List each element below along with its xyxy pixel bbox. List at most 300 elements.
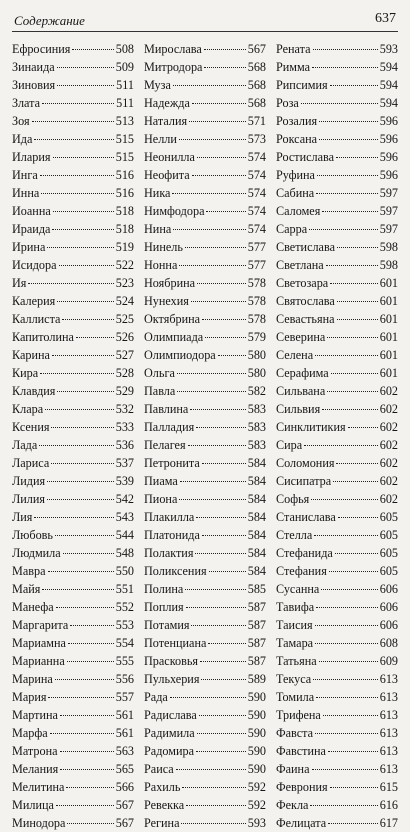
dot-leader bbox=[311, 499, 377, 500]
toc-entry bbox=[144, 616, 266, 634]
toc-entry bbox=[276, 526, 398, 544]
entry-page-number: 593 bbox=[379, 42, 398, 56]
entry-name: Саломея bbox=[276, 204, 321, 218]
toc-entry bbox=[12, 526, 134, 544]
dot-leader bbox=[45, 409, 114, 410]
dot-leader bbox=[60, 769, 113, 770]
entry-page-number: 587 bbox=[247, 618, 266, 632]
dot-leader bbox=[328, 751, 378, 752]
dot-leader bbox=[335, 553, 378, 554]
entry-page-number: 554 bbox=[115, 636, 134, 650]
toc-entry bbox=[144, 454, 266, 472]
dot-leader bbox=[68, 643, 114, 644]
dot-leader bbox=[197, 733, 246, 734]
entry-page-number: 515 bbox=[115, 150, 134, 164]
entry-name: Софья bbox=[276, 492, 310, 506]
toc-column-3 bbox=[276, 40, 398, 832]
entry-name: Павла bbox=[144, 384, 176, 398]
dot-leader bbox=[313, 49, 378, 50]
toc-entry bbox=[12, 238, 134, 256]
dot-leader bbox=[338, 517, 378, 518]
entry-name: Синклитикия bbox=[276, 420, 346, 434]
entry-name: Калерия bbox=[12, 294, 56, 308]
toc-entry bbox=[12, 616, 134, 634]
entry-name: Лариса bbox=[12, 456, 50, 470]
entry-name: Радимила bbox=[144, 726, 195, 740]
entry-name: Святослава bbox=[276, 294, 335, 308]
toc-entry bbox=[276, 166, 398, 184]
dot-leader bbox=[56, 607, 114, 608]
dot-leader bbox=[304, 445, 378, 446]
dot-leader bbox=[191, 625, 245, 626]
entry-page-number: 584 bbox=[247, 510, 266, 524]
entry-page-number: 525 bbox=[115, 312, 134, 326]
entry-page-number: 613 bbox=[379, 690, 398, 704]
toc-entry bbox=[12, 382, 134, 400]
entry-page-number: 578 bbox=[247, 294, 266, 308]
toc-entry bbox=[12, 688, 134, 706]
entry-name: Манефа bbox=[12, 600, 54, 614]
entry-page-number: 550 bbox=[115, 564, 134, 578]
entry-page-number: 592 bbox=[247, 798, 266, 812]
entry-name: Нунехия bbox=[144, 294, 189, 308]
dot-leader bbox=[185, 247, 246, 248]
entry-name: Сильвана bbox=[276, 384, 326, 398]
dot-leader bbox=[315, 625, 378, 626]
entry-page-number: 513 bbox=[115, 114, 134, 128]
entry-page-number: 580 bbox=[247, 348, 266, 362]
entry-page-number: 565 bbox=[115, 762, 134, 776]
entry-name: Клавдия bbox=[12, 384, 56, 398]
entry-name: Рада bbox=[144, 690, 168, 704]
toc-entry bbox=[144, 112, 266, 130]
entry-name: Серафима bbox=[276, 366, 329, 380]
entry-name: Муза bbox=[144, 78, 171, 92]
entry-page-number: 552 bbox=[115, 600, 134, 614]
dot-leader bbox=[327, 391, 377, 392]
entry-page-number: 606 bbox=[379, 600, 398, 614]
dot-leader bbox=[190, 409, 245, 410]
entry-page-number: 609 bbox=[379, 654, 398, 668]
dot-leader bbox=[319, 139, 378, 140]
dot-leader bbox=[56, 805, 114, 806]
entry-name: Нинель bbox=[144, 240, 183, 254]
entry-page-number: 543 bbox=[115, 510, 134, 524]
toc-entry bbox=[12, 670, 134, 688]
entry-name: Сира bbox=[276, 438, 303, 452]
entry-page-number: 617 bbox=[379, 816, 398, 830]
toc-entry bbox=[276, 310, 398, 328]
entry-page-number: 511 bbox=[116, 78, 134, 92]
entry-page-number: 523 bbox=[115, 276, 134, 290]
toc-entry bbox=[276, 652, 398, 670]
entry-page-number: 584 bbox=[247, 564, 266, 578]
entry-name: Матрона bbox=[12, 744, 58, 758]
entry-name: Севастьяна bbox=[276, 312, 335, 326]
dot-leader bbox=[196, 517, 245, 518]
entry-page-number: 532 bbox=[115, 402, 134, 416]
page-number: 637 bbox=[375, 11, 396, 26]
entry-name: Рената bbox=[276, 42, 311, 56]
entry-page-number: 574 bbox=[247, 186, 266, 200]
toc-entry bbox=[276, 418, 398, 436]
dot-leader bbox=[47, 247, 113, 248]
entry-page-number: 508 bbox=[115, 42, 134, 56]
dot-leader bbox=[331, 373, 378, 374]
entry-name: Ида bbox=[12, 132, 33, 146]
toc-entry bbox=[276, 778, 398, 796]
dot-leader bbox=[204, 67, 245, 68]
dot-leader bbox=[39, 445, 113, 446]
toc-entry bbox=[12, 292, 134, 310]
dot-leader bbox=[188, 445, 246, 446]
toc-entry bbox=[12, 742, 134, 760]
dot-leader bbox=[57, 301, 114, 302]
toc-entry bbox=[144, 382, 266, 400]
toc-entry bbox=[144, 346, 266, 364]
dot-leader bbox=[52, 229, 113, 230]
entry-page-number: 557 bbox=[115, 690, 134, 704]
entry-page-number: 590 bbox=[247, 708, 266, 722]
toc-entry bbox=[276, 742, 398, 760]
entry-name: Павлина bbox=[144, 402, 189, 416]
toc-entry bbox=[12, 94, 134, 112]
dot-leader bbox=[173, 85, 246, 86]
toc-entry bbox=[12, 490, 134, 508]
dot-leader bbox=[202, 463, 246, 464]
entry-name: Неофита bbox=[144, 168, 190, 182]
entry-name: Полина bbox=[144, 582, 184, 596]
toc-entry bbox=[144, 598, 266, 616]
entry-page-number: 601 bbox=[379, 312, 398, 326]
entry-name: Минодора bbox=[12, 816, 66, 830]
dot-leader bbox=[199, 715, 246, 716]
dot-leader bbox=[191, 301, 246, 302]
toc-entry bbox=[144, 184, 266, 202]
toc-entry bbox=[144, 580, 266, 598]
toc-entry bbox=[12, 40, 134, 58]
entry-name: Тамара bbox=[276, 636, 314, 650]
entry-name: Пелагея bbox=[144, 438, 186, 452]
entry-page-number: 584 bbox=[247, 474, 266, 488]
dot-leader bbox=[48, 571, 114, 572]
toc-entry bbox=[276, 706, 398, 724]
toc-entry bbox=[144, 652, 266, 670]
toc-entry bbox=[276, 544, 398, 562]
entry-name: Рипсимия bbox=[276, 78, 328, 92]
entry-page-number: 539 bbox=[115, 474, 134, 488]
entry-page-number: 567 bbox=[247, 42, 266, 56]
toc-entry bbox=[144, 796, 266, 814]
entry-name: Плакилла bbox=[144, 510, 195, 524]
toc-entry bbox=[144, 310, 266, 328]
entry-name: Иоанна bbox=[12, 204, 51, 218]
toc-entry bbox=[144, 58, 266, 76]
entry-name: Кира bbox=[12, 366, 39, 380]
entry-page-number: 602 bbox=[379, 492, 398, 506]
entry-name: Майя bbox=[12, 582, 41, 596]
dot-leader bbox=[189, 121, 246, 122]
entry-name: Фавстина bbox=[276, 744, 326, 758]
entry-name: Мартина bbox=[12, 708, 58, 722]
entry-name: Пиама bbox=[144, 474, 178, 488]
dot-leader bbox=[209, 571, 246, 572]
toc-entry bbox=[276, 508, 398, 526]
entry-page-number: 590 bbox=[247, 762, 266, 776]
entry-name: Сильвия bbox=[276, 402, 321, 416]
dot-leader bbox=[319, 121, 378, 122]
toc-entry bbox=[276, 220, 398, 238]
entry-name: Олимпиада bbox=[144, 330, 204, 344]
entry-page-number: 579 bbox=[247, 330, 266, 344]
entry-page-number: 613 bbox=[379, 744, 398, 758]
entry-page-number: 516 bbox=[115, 168, 134, 182]
entry-page-number: 519 bbox=[115, 240, 134, 254]
entry-name: Марианна bbox=[12, 654, 65, 668]
toc-entry bbox=[144, 76, 266, 94]
toc-entry bbox=[276, 814, 398, 832]
entry-name: Северина bbox=[276, 330, 326, 344]
entry-page-number: 548 bbox=[115, 546, 134, 560]
dot-leader bbox=[206, 211, 245, 212]
entry-page-number: 601 bbox=[379, 330, 398, 344]
dot-leader bbox=[66, 787, 113, 788]
dot-leader bbox=[170, 697, 246, 698]
toc-entry bbox=[144, 436, 266, 454]
entry-name: Мариамна bbox=[12, 636, 66, 650]
entry-page-number: 596 bbox=[379, 168, 398, 182]
entry-name: Ефросиния bbox=[12, 42, 71, 56]
entry-name: Ника bbox=[144, 186, 171, 200]
entry-name: Митродора bbox=[144, 60, 203, 74]
dot-leader bbox=[197, 283, 246, 284]
entry-name: Татьяна bbox=[276, 654, 317, 668]
entry-name: Людмила bbox=[12, 546, 61, 560]
toc-entry bbox=[12, 256, 134, 274]
dot-leader bbox=[301, 103, 378, 104]
toc-entry bbox=[12, 562, 134, 580]
entry-page-number: 568 bbox=[247, 96, 266, 110]
dot-leader bbox=[67, 661, 114, 662]
toc-entry bbox=[276, 490, 398, 508]
entry-name: Томила bbox=[276, 690, 315, 704]
toc-entry bbox=[276, 796, 398, 814]
entry-name: Неонилла bbox=[144, 150, 195, 164]
entry-page-number: 606 bbox=[379, 618, 398, 632]
toc-entry bbox=[276, 454, 398, 472]
entry-page-number: 587 bbox=[247, 600, 266, 614]
toc-entry bbox=[12, 148, 134, 166]
entry-page-number: 571 bbox=[247, 114, 266, 128]
entry-name: Таисия bbox=[276, 618, 313, 632]
toc-entry bbox=[12, 454, 134, 472]
dot-leader bbox=[196, 427, 245, 428]
dot-leader bbox=[195, 553, 245, 554]
entry-name: Карина bbox=[12, 348, 50, 362]
toc-entry bbox=[276, 328, 398, 346]
entry-page-number: 556 bbox=[115, 672, 134, 686]
entry-page-number: 605 bbox=[379, 528, 398, 542]
toc-entry bbox=[144, 634, 266, 652]
dot-leader bbox=[47, 481, 114, 482]
dot-leader bbox=[40, 373, 114, 374]
entry-name: Ираида bbox=[12, 222, 51, 236]
entry-page-number: 601 bbox=[379, 348, 398, 362]
dot-leader bbox=[316, 193, 378, 194]
toc-entry bbox=[144, 472, 266, 490]
dot-leader bbox=[218, 355, 246, 356]
entry-page-number: 613 bbox=[379, 708, 398, 722]
entry-name: Ноябрина bbox=[144, 276, 196, 290]
toc-entry bbox=[276, 40, 398, 58]
dot-leader bbox=[186, 805, 246, 806]
entry-page-number: 602 bbox=[379, 384, 398, 398]
page-header bbox=[12, 6, 398, 32]
entry-page-number: 590 bbox=[247, 726, 266, 740]
entry-page-number: 585 bbox=[247, 582, 266, 596]
toc-entry bbox=[276, 688, 398, 706]
dot-leader bbox=[330, 787, 378, 788]
entry-name: Фаина bbox=[276, 762, 310, 776]
toc-entry bbox=[276, 94, 398, 112]
toc-entry bbox=[276, 148, 398, 166]
entry-name: Зиновия bbox=[12, 78, 56, 92]
entry-name: Наталия bbox=[144, 114, 188, 128]
dot-leader bbox=[72, 49, 113, 50]
toc-entry bbox=[144, 238, 266, 256]
dot-leader bbox=[315, 355, 378, 356]
entry-name: Сисипатра bbox=[276, 474, 332, 488]
entry-page-number: 584 bbox=[247, 492, 266, 506]
entry-name: Марфа bbox=[12, 726, 48, 740]
entry-page-number: 515 bbox=[115, 132, 134, 146]
toc-entry bbox=[144, 814, 266, 832]
entry-page-number: 592 bbox=[247, 780, 266, 794]
dot-leader bbox=[176, 769, 246, 770]
entry-name: Мелания bbox=[12, 762, 59, 776]
dot-leader bbox=[317, 175, 378, 176]
entry-page-number: 590 bbox=[247, 690, 266, 704]
entry-name: Мирослава bbox=[144, 42, 202, 56]
dot-leader bbox=[312, 769, 378, 770]
dot-leader bbox=[330, 283, 378, 284]
entry-name: Лия bbox=[12, 510, 33, 524]
toc-entry bbox=[12, 814, 134, 832]
entry-name: Злата bbox=[12, 96, 41, 110]
toc-entry bbox=[276, 58, 398, 76]
toc-entry bbox=[276, 292, 398, 310]
entry-page-number: 587 bbox=[247, 654, 266, 668]
dot-leader bbox=[322, 409, 378, 410]
dot-leader bbox=[42, 103, 114, 104]
dot-leader bbox=[57, 85, 114, 86]
toc-entry bbox=[12, 508, 134, 526]
entry-name: Роза bbox=[276, 96, 299, 110]
toc-columns bbox=[12, 40, 398, 832]
toc-entry bbox=[144, 490, 266, 508]
dot-leader bbox=[327, 337, 377, 338]
entry-name: Текуса bbox=[276, 672, 312, 686]
entry-page-number: 597 bbox=[379, 222, 398, 236]
entry-page-number: 608 bbox=[379, 636, 398, 650]
entry-name: Светислава bbox=[276, 240, 335, 254]
entry-name: Зоя bbox=[12, 114, 30, 128]
entry-page-number: 536 bbox=[115, 438, 134, 452]
entry-page-number: 537 bbox=[115, 456, 134, 470]
entry-page-number: 567 bbox=[115, 798, 134, 812]
dot-leader bbox=[55, 679, 114, 680]
dot-leader bbox=[55, 535, 114, 536]
toc-entry bbox=[12, 634, 134, 652]
dot-leader bbox=[314, 535, 377, 536]
toc-entry bbox=[144, 724, 266, 742]
entry-page-number: 597 bbox=[379, 204, 398, 218]
entry-page-number: 605 bbox=[379, 510, 398, 524]
dot-leader bbox=[63, 553, 114, 554]
entry-name: Зинаида bbox=[12, 60, 55, 74]
entry-name: Капитолина bbox=[12, 330, 74, 344]
toc-entry bbox=[144, 778, 266, 796]
entry-page-number: 597 bbox=[379, 186, 398, 200]
toc-entry bbox=[12, 112, 134, 130]
toc-entry bbox=[144, 400, 266, 418]
toc-entry bbox=[276, 400, 398, 418]
entry-name: Руфина bbox=[276, 168, 315, 182]
dot-leader bbox=[60, 751, 114, 752]
entry-name: Сусанна bbox=[276, 582, 320, 596]
dot-leader bbox=[50, 733, 114, 734]
entry-page-number: 577 bbox=[247, 258, 266, 272]
entry-page-number: 518 bbox=[115, 204, 134, 218]
toc-entry bbox=[12, 346, 134, 364]
entry-name: Стефанида bbox=[276, 546, 333, 560]
dot-leader bbox=[310, 805, 377, 806]
entry-page-number: 509 bbox=[115, 60, 134, 74]
dot-leader bbox=[315, 733, 378, 734]
entry-name: Марина bbox=[12, 672, 53, 686]
toc-entry bbox=[144, 274, 266, 292]
entry-name: Поликсения bbox=[144, 564, 207, 578]
toc-entry bbox=[276, 76, 398, 94]
entry-page-number: 524 bbox=[115, 294, 134, 308]
dot-leader bbox=[59, 265, 114, 266]
entry-name: Радислава bbox=[144, 708, 197, 722]
dot-leader bbox=[196, 751, 246, 752]
dot-leader bbox=[34, 517, 113, 518]
entry-page-number: 574 bbox=[247, 150, 266, 164]
dot-leader bbox=[41, 193, 113, 194]
dot-leader bbox=[179, 139, 246, 140]
dot-leader bbox=[67, 823, 113, 824]
toc-entry bbox=[276, 580, 398, 598]
entry-name: Ирина bbox=[12, 240, 46, 254]
entry-name: Любовь bbox=[12, 528, 53, 542]
dot-leader bbox=[57, 67, 114, 68]
toc-entry bbox=[276, 472, 398, 490]
section-title: Содержание bbox=[14, 13, 85, 28]
entry-name: Светозара bbox=[276, 276, 329, 290]
entry-page-number: 594 bbox=[379, 78, 398, 92]
dot-leader bbox=[337, 301, 378, 302]
entry-page-number: 527 bbox=[115, 348, 134, 362]
toc-entry bbox=[276, 760, 398, 778]
dot-leader bbox=[197, 157, 246, 158]
dot-leader bbox=[48, 697, 113, 698]
entry-name: Прасковья bbox=[144, 654, 199, 668]
entry-name: Нина bbox=[144, 222, 172, 236]
toc-entry bbox=[144, 94, 266, 112]
toc-entry bbox=[12, 418, 134, 436]
